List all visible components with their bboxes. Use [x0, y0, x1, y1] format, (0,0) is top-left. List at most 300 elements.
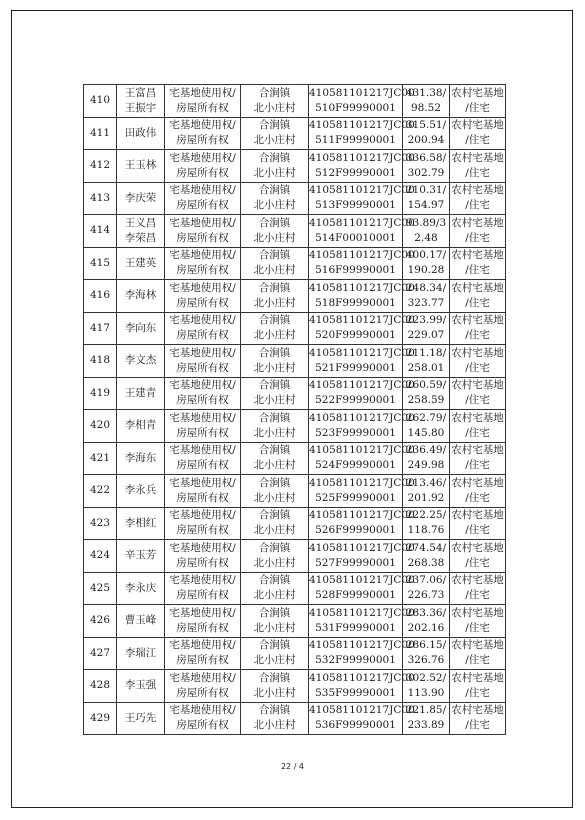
- right-type-cell: [165, 182, 241, 215]
- owner-name: 王富昌 王振宇: [124, 86, 157, 114]
- owner-name: 李永庆: [124, 581, 157, 594]
- area-value: 223.99/ 229.07: [405, 314, 447, 342]
- owner-name: 李永兵: [124, 484, 157, 497]
- row-number-cell: [84, 410, 117, 443]
- row-number: 417: [89, 321, 111, 334]
- location-cell: [241, 572, 309, 605]
- table-row: [84, 280, 506, 313]
- owner-name-cell: [117, 637, 165, 670]
- land-use-cell: [450, 410, 506, 443]
- unit-number-cell: [309, 507, 415, 540]
- row-number: 427: [89, 646, 111, 659]
- owner-name-cell: [117, 85, 165, 118]
- right-type: 宅基地使用权/ 房屋所有权: [169, 151, 236, 179]
- right-type: 宅基地使用权/ 房屋所有权: [169, 411, 236, 439]
- unit-number: 410581101217JC00 521F99990001: [309, 346, 415, 374]
- unit-number: 410581101217JC00 536F99990001: [309, 704, 415, 732]
- area-value: 431.38/ 98.52: [405, 86, 447, 114]
- location: 合涧镇 北小庄村: [253, 314, 296, 342]
- right-type: 宅基地使用权/ 房屋所有权: [169, 281, 236, 309]
- land-use: 农村宅基地 /住宅: [451, 281, 504, 309]
- table-row: [84, 572, 506, 605]
- area-value-cell: [403, 540, 450, 573]
- area-value-cell: [403, 702, 450, 735]
- right-type-cell: [165, 345, 241, 378]
- row-number-cell: [84, 605, 117, 638]
- location-cell: [241, 215, 309, 248]
- land-use: 农村宅基地 /住宅: [451, 606, 504, 634]
- area-value: 283.36/ 202.16: [405, 606, 447, 634]
- area-value: 237.06/ 226.73: [405, 574, 447, 602]
- location-cell: [241, 85, 309, 118]
- table-row: [84, 85, 506, 118]
- right-type: 宅基地使用权/ 房屋所有权: [169, 86, 236, 114]
- right-type: 宅基地使用权/ 房屋所有权: [169, 379, 236, 407]
- owner-name: 李文杰: [124, 354, 157, 367]
- row-number-cell: [84, 312, 117, 345]
- row-number-cell: [84, 572, 117, 605]
- land-use-cell: [450, 345, 506, 378]
- row-number-cell: [84, 540, 117, 573]
- row-number: 413: [89, 191, 111, 204]
- row-number: 411: [89, 126, 111, 139]
- unit-number: 410581101217JC00 526F99990001: [309, 509, 415, 537]
- location: 合涧镇 北小庄村: [253, 184, 296, 212]
- unit-number: 410581101217JC00 512F99990001: [309, 151, 415, 179]
- land-use-cell: [450, 215, 506, 248]
- unit-number-cell: [309, 117, 415, 150]
- right-type: 宅基地使用权/ 房屋所有权: [169, 639, 236, 667]
- row-number-cell: [84, 507, 117, 540]
- unit-number: 410581101217JC00 535F99990001: [309, 671, 415, 699]
- unit-number-cell: [309, 442, 415, 475]
- table-row: [84, 345, 506, 378]
- area-value-cell: [403, 442, 450, 475]
- location-cell: [241, 702, 309, 735]
- right-type: 宅基地使用权/ 房屋所有权: [169, 509, 236, 537]
- location-cell: [241, 182, 309, 215]
- unit-number: 410581101217JC00 511F99990001: [309, 119, 415, 147]
- land-use: 农村宅基地 /住宅: [451, 151, 504, 179]
- owner-name-cell: [117, 117, 165, 150]
- table-row: [84, 442, 506, 475]
- location-cell: [241, 312, 309, 345]
- location-cell: [241, 475, 309, 508]
- registration-table: [83, 84, 506, 735]
- right-type-cell: [165, 247, 241, 280]
- unit-number: 410581101217JC00 528F99990001: [309, 574, 415, 602]
- owner-name-cell: [117, 572, 165, 605]
- location: 合涧镇 北小庄村: [253, 249, 296, 277]
- row-number: 421: [89, 451, 111, 464]
- table-row: [84, 150, 506, 183]
- unit-number-cell: [309, 215, 415, 248]
- unit-number-cell: [309, 475, 415, 508]
- land-use-cell: [450, 117, 506, 150]
- unit-number-cell: [309, 280, 415, 313]
- location-cell: [241, 540, 309, 573]
- unit-number: 410581101217JC00 523F99990001: [309, 411, 415, 439]
- owner-name: 田政伟: [124, 126, 157, 139]
- table-row: [84, 670, 506, 703]
- right-type: 宅基地使用权/ 房屋所有权: [169, 541, 236, 569]
- location: 合涧镇 北小庄村: [253, 281, 296, 309]
- row-number: 410: [89, 94, 111, 107]
- owner-name: 王建青: [124, 386, 157, 399]
- owner-name-cell: [117, 377, 165, 410]
- location: 合涧镇 北小庄村: [253, 379, 296, 407]
- right-type-cell: [165, 637, 241, 670]
- land-use-cell: [450, 507, 506, 540]
- location: 合涧镇 北小庄村: [253, 476, 296, 504]
- unit-number-cell: [309, 702, 415, 735]
- unit-number-cell: [309, 637, 415, 670]
- right-type-cell: [165, 215, 241, 248]
- unit-number: 410581101217JC00 516F99990001: [309, 249, 415, 277]
- location: 合涧镇 北小庄村: [253, 574, 296, 602]
- location: 合涧镇 北小庄村: [253, 151, 296, 179]
- land-use-cell: [450, 442, 506, 475]
- area-value: 222.25/ 118.76: [405, 509, 447, 537]
- land-use-cell: [450, 637, 506, 670]
- location-cell: [241, 345, 309, 378]
- area-value-cell: [403, 345, 450, 378]
- owner-name: 李向东: [124, 321, 157, 334]
- land-use: 农村宅基地 /住宅: [451, 184, 504, 212]
- row-number: 415: [89, 256, 111, 269]
- area-value: 211.18/ 258.01: [405, 346, 447, 374]
- row-number-cell: [84, 280, 117, 313]
- owner-name-cell: [117, 670, 165, 703]
- location: 合涧镇 北小庄村: [253, 671, 296, 699]
- owner-name-cell: [117, 442, 165, 475]
- unit-number: 410581101217JC00 513F99990001: [309, 184, 415, 212]
- owner-name-cell: [117, 150, 165, 183]
- area-value-cell: [403, 150, 450, 183]
- row-number-cell: [84, 345, 117, 378]
- location-cell: [241, 442, 309, 475]
- table-row: [84, 182, 506, 215]
- land-use: 农村宅基地 /住宅: [451, 639, 504, 667]
- right-type: 宅基地使用权/ 房屋所有权: [169, 476, 236, 504]
- land-use: 农村宅基地 /住宅: [451, 119, 504, 147]
- land-use: 农村宅基地 /住宅: [451, 476, 504, 504]
- area-value: 336.58/ 302.79: [405, 151, 447, 179]
- unit-number-cell: [309, 85, 415, 118]
- right-type-cell: [165, 377, 241, 410]
- table-row: [84, 117, 506, 150]
- owner-name: 王玉林: [124, 159, 157, 172]
- land-use: 农村宅基地 /住宅: [451, 411, 504, 439]
- area-value: 210.31/ 154.97: [405, 184, 447, 212]
- row-number-cell: [84, 475, 117, 508]
- area-value: 286.15/ 326.76: [405, 639, 447, 667]
- row-number: 414: [89, 224, 111, 237]
- location-cell: [241, 637, 309, 670]
- area-value: 260.59/ 258.59: [405, 379, 447, 407]
- area-value-cell: [403, 475, 450, 508]
- area-value-cell: [403, 572, 450, 605]
- area-value: 213.46/ 201.92: [405, 476, 447, 504]
- location: 合涧镇 北小庄村: [253, 216, 296, 244]
- unit-number-cell: [309, 150, 415, 183]
- table-row: [84, 637, 506, 670]
- area-value: 400.17/ 190.28: [405, 249, 447, 277]
- table-row: [84, 475, 506, 508]
- right-type: 宅基地使用权/ 房屋所有权: [169, 346, 236, 374]
- location-cell: [241, 247, 309, 280]
- area-value-cell: [403, 410, 450, 443]
- right-type: 宅基地使用权/ 房屋所有权: [169, 314, 236, 342]
- land-use-cell: [450, 280, 506, 313]
- table-row: [84, 377, 506, 410]
- area-value: 262.79/ 145.80: [405, 411, 447, 439]
- location-cell: [241, 280, 309, 313]
- owner-name: 李庆荣: [124, 191, 157, 204]
- location: 合涧镇 北小庄村: [253, 346, 296, 374]
- owner-name-cell: [117, 215, 165, 248]
- area-value-cell: [403, 215, 450, 248]
- location-cell: [241, 670, 309, 703]
- area-value-cell: [403, 637, 450, 670]
- area-value: 302.52/ 113.90: [405, 671, 447, 699]
- row-number-cell: [84, 215, 117, 248]
- row-number: 416: [89, 289, 111, 302]
- owner-name-cell: [117, 702, 165, 735]
- land-use-cell: [450, 540, 506, 573]
- land-use: 农村宅基地 /住宅: [451, 444, 504, 472]
- area-value-cell: [403, 247, 450, 280]
- owner-name-cell: [117, 605, 165, 638]
- table-row: [84, 540, 506, 573]
- right-type-cell: [165, 507, 241, 540]
- location: 合涧镇 北小庄村: [253, 444, 296, 472]
- unit-number-cell: [309, 410, 415, 443]
- area-value-cell: [403, 507, 450, 540]
- location-cell: [241, 410, 309, 443]
- right-type: 宅基地使用权/ 房屋所有权: [169, 184, 236, 212]
- land-use-cell: [450, 377, 506, 410]
- location: 合涧镇 北小庄村: [253, 86, 296, 114]
- area-value: 274.54/ 268.38: [405, 541, 447, 569]
- owner-name-cell: [117, 247, 165, 280]
- owner-name-cell: [117, 540, 165, 573]
- land-use-cell: [450, 572, 506, 605]
- right-type: 宅基地使用权/ 房屋所有权: [169, 671, 236, 699]
- location: 合涧镇 北小庄村: [253, 704, 296, 732]
- row-number: 422: [89, 484, 111, 497]
- table-row: [84, 702, 506, 735]
- land-use: 农村宅基地 /住宅: [451, 704, 504, 732]
- row-number-cell: [84, 182, 117, 215]
- unit-number-cell: [309, 247, 415, 280]
- unit-number: 410581101217JC00 525F99990001: [309, 476, 415, 504]
- owner-name: 李海东: [124, 451, 157, 464]
- location-cell: [241, 507, 309, 540]
- right-type-cell: [165, 475, 241, 508]
- owner-name: 李海林: [124, 289, 157, 302]
- location: 合涧镇 北小庄村: [253, 541, 296, 569]
- row-number: 426: [89, 614, 111, 627]
- area-value-cell: [403, 280, 450, 313]
- table-row: [84, 247, 506, 280]
- land-use: 农村宅基地 /住宅: [451, 86, 504, 114]
- unit-number: 410581101217JC00 527F99990001: [309, 541, 415, 569]
- table-row: [84, 215, 506, 248]
- land-use: 农村宅基地 /住宅: [451, 541, 504, 569]
- area-value: 236.49/ 249.98: [405, 444, 447, 472]
- row-number-cell: [84, 442, 117, 475]
- right-type: 宅基地使用权/ 房屋所有权: [169, 119, 236, 147]
- row-number-cell: [84, 117, 117, 150]
- row-number: 429: [89, 711, 111, 724]
- right-type: 宅基地使用权/ 房屋所有权: [169, 216, 236, 244]
- right-type-cell: [165, 312, 241, 345]
- row-number-cell: [84, 377, 117, 410]
- unit-number: 410581101217JC00 522F99990001: [309, 379, 415, 407]
- land-use: 农村宅基地 /住宅: [451, 379, 504, 407]
- right-type-cell: [165, 572, 241, 605]
- owner-name-cell: [117, 280, 165, 313]
- land-use: 农村宅基地 /住宅: [451, 509, 504, 537]
- row-number: 425: [89, 581, 111, 594]
- location-cell: [241, 377, 309, 410]
- land-use-cell: [450, 247, 506, 280]
- owner-name: 李玉强: [124, 679, 157, 692]
- row-number-cell: [84, 702, 117, 735]
- right-type: 宅基地使用权/ 房屋所有权: [169, 606, 236, 634]
- unit-number: 410581101217JC00 520F99990001: [309, 314, 415, 342]
- land-use-cell: [450, 475, 506, 508]
- area-value-cell: [403, 182, 450, 215]
- owner-name-cell: [117, 507, 165, 540]
- row-number-cell: [84, 247, 117, 280]
- land-use: 农村宅基地 /住宅: [451, 671, 504, 699]
- row-number-cell: [84, 85, 117, 118]
- right-type-cell: [165, 280, 241, 313]
- area-value-cell: [403, 312, 450, 345]
- unit-number: 410581101217JC00 514F00010001: [309, 216, 415, 244]
- unit-number-cell: [309, 345, 415, 378]
- right-type-cell: [165, 150, 241, 183]
- location-cell: [241, 605, 309, 638]
- table-body: [84, 85, 506, 735]
- row-number: 424: [89, 549, 111, 562]
- right-type: 宅基地使用权/ 房屋所有权: [169, 249, 236, 277]
- owner-name: 王义昌 李荣昌: [124, 216, 157, 244]
- owner-name-cell: [117, 410, 165, 443]
- right-type-cell: [165, 117, 241, 150]
- land-use-cell: [450, 85, 506, 118]
- right-type-cell: [165, 85, 241, 118]
- unit-number-cell: [309, 605, 415, 638]
- owner-name-cell: [117, 345, 165, 378]
- area-value-cell: [403, 377, 450, 410]
- area-value-cell: [403, 670, 450, 703]
- owner-name: 李相青: [124, 419, 157, 432]
- owner-name: 曹玉峰: [124, 614, 157, 627]
- row-number: 423: [89, 516, 111, 529]
- owner-name: 李相红: [124, 516, 157, 529]
- area-value-cell: [403, 605, 450, 638]
- location: 合涧镇 北小庄村: [253, 119, 296, 147]
- right-type-cell: [165, 605, 241, 638]
- row-number: 420: [89, 419, 111, 432]
- owner-name: 辛玉芳: [124, 549, 157, 562]
- land-use-cell: [450, 182, 506, 215]
- table-row: [84, 605, 506, 638]
- owner-name: 王巧先: [124, 711, 157, 724]
- unit-number: 410581101217JC00 518F99990001: [309, 281, 415, 309]
- land-use-cell: [450, 670, 506, 703]
- area-value-cell: [403, 117, 450, 150]
- area-value: 93.89/3 2.48: [405, 216, 447, 244]
- unit-number: 410581101217JC00 524F99990001: [309, 444, 415, 472]
- location-cell: [241, 117, 309, 150]
- land-use-cell: [450, 605, 506, 638]
- unit-number-cell: [309, 182, 415, 215]
- unit-number-cell: [309, 377, 415, 410]
- land-use-cell: [450, 312, 506, 345]
- unit-number: 410581101217JC00 531F99990001: [309, 606, 415, 634]
- page-number: 22 / 4: [280, 762, 305, 771]
- owner-name: 李瑞江: [124, 646, 157, 659]
- table-row: [84, 507, 506, 540]
- row-number: 418: [89, 354, 111, 367]
- location: 合涧镇 北小庄村: [253, 639, 296, 667]
- row-number-cell: [84, 637, 117, 670]
- row-number-cell: [84, 150, 117, 183]
- location: 合涧镇 北小庄村: [253, 509, 296, 537]
- area-value-cell: [403, 85, 450, 118]
- right-type-cell: [165, 442, 241, 475]
- location-cell: [241, 150, 309, 183]
- owner-name-cell: [117, 475, 165, 508]
- unit-number-cell: [309, 312, 415, 345]
- right-type: 宅基地使用权/ 房屋所有权: [169, 444, 236, 472]
- land-use-cell: [450, 702, 506, 735]
- table-row: [84, 312, 506, 345]
- unit-number: 410581101217JC00 532F99990001: [309, 639, 415, 667]
- land-use: 农村宅基地 /住宅: [451, 574, 504, 602]
- area-value: 248.34/ 323.77: [405, 281, 447, 309]
- land-use: 农村宅基地 /住宅: [451, 249, 504, 277]
- row-number: 428: [89, 679, 111, 692]
- land-use-cell: [450, 150, 506, 183]
- location: 合涧镇 北小庄村: [253, 411, 296, 439]
- unit-number: 410581101217JC00 510F99990001: [309, 86, 415, 114]
- table-row: [84, 410, 506, 443]
- right-type-cell: [165, 540, 241, 573]
- right-type: 宅基地使用权/ 房屋所有权: [169, 574, 236, 602]
- area-value: 221.85/ 233.89: [405, 704, 447, 732]
- right-type: 宅基地使用权/ 房屋所有权: [169, 704, 236, 732]
- row-number: 412: [89, 159, 111, 172]
- area-value: 315.51/ 200.94: [405, 119, 447, 147]
- owner-name-cell: [117, 312, 165, 345]
- unit-number-cell: [309, 572, 415, 605]
- owner-name: 王建英: [124, 256, 157, 269]
- land-use: 农村宅基地 /住宅: [451, 346, 504, 374]
- row-number-cell: [84, 670, 117, 703]
- location: 合涧镇 北小庄村: [253, 606, 296, 634]
- unit-number-cell: [309, 670, 415, 703]
- land-use: 农村宅基地 /住宅: [451, 216, 504, 244]
- row-number: 419: [89, 386, 111, 399]
- unit-number-cell: [309, 540, 415, 573]
- owner-name-cell: [117, 182, 165, 215]
- land-use: 农村宅基地 /住宅: [451, 314, 504, 342]
